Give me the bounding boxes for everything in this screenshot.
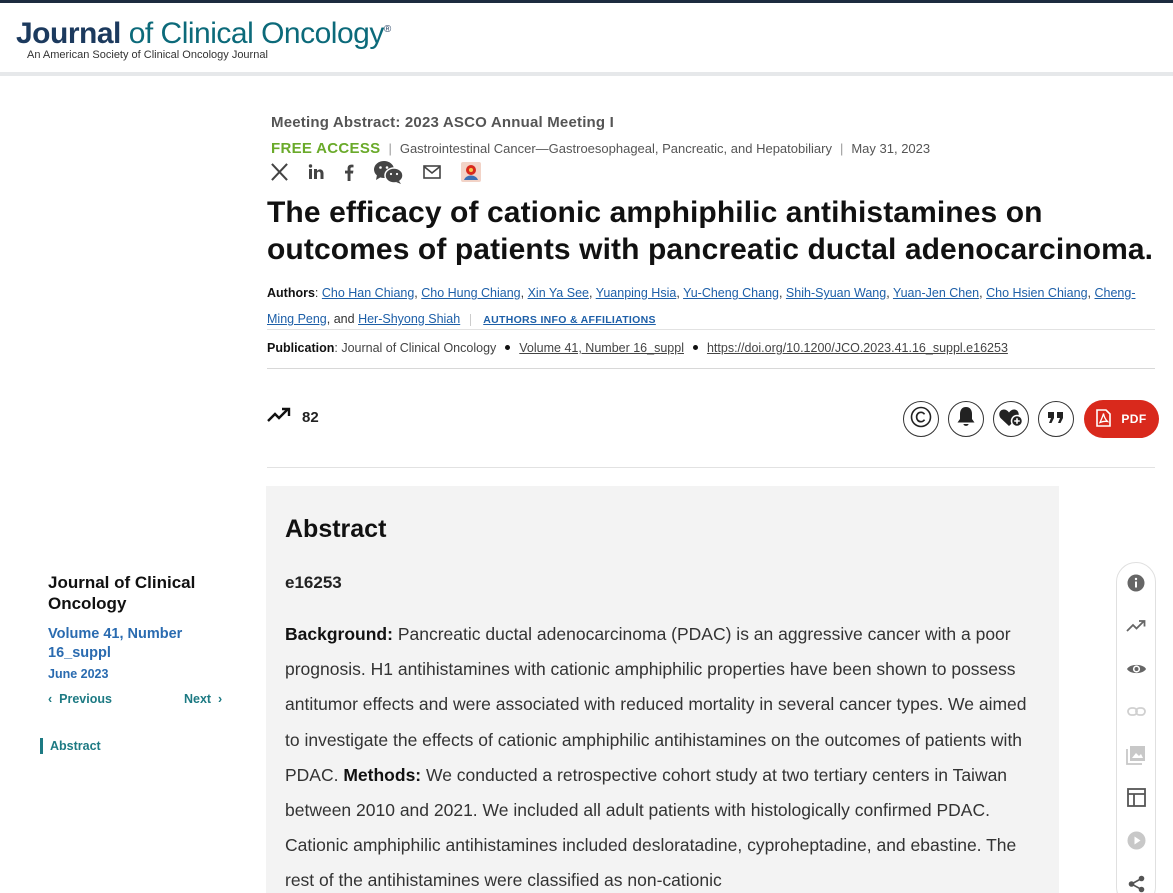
trending-icon [267,407,292,427]
meeting-label: Meeting Abstract: 2023 ASCO Annual Meeting I [271,114,615,131]
author-link[interactable]: Cheng-Ming Peng [267,286,1136,326]
favorite-button[interactable] [993,401,1029,437]
sidebar-journal-title[interactable]: Journal of Clinical Oncology [48,573,196,613]
right-tool-rail [1116,562,1156,893]
author-link[interactable]: Yuanping Hsia [595,286,677,300]
eye-icon[interactable] [1125,658,1147,679]
authors-label: Authors [267,286,315,300]
copyright-button[interactable] [903,401,939,437]
background-label: Background: [285,624,393,644]
facebook-icon[interactable] [344,160,354,184]
next-label: Next [184,692,212,706]
copyright-icon [910,406,932,433]
abstract-body [285,617,1045,893]
sidebar-issue-date: June 2023 [48,667,109,681]
article-category: Gastrointestinal Cancer—Gastroesophageal, Pancreatic, and Hepatobiliary [399,141,832,156]
metric-count: 82 [302,408,319,426]
alert-button[interactable] [948,401,984,437]
divider [267,467,1155,468]
author-link[interactable]: Xin Ya See [527,286,589,300]
logo-registered: ® [383,24,391,35]
article-title: The efficacy of cationic amphiphilic antihistamines on outcomes of patients with pancreatic ductal adenocarcinoma. [267,196,1154,266]
volume-link[interactable]: Volume 41, Number 16_suppl [519,341,684,355]
favorite-add-icon [998,406,1024,433]
article-date: May 31, 2023 [851,141,931,156]
access-row [271,140,930,157]
logo-wordmark [16,13,391,51]
article-metrics[interactable] [267,407,319,427]
pdf-button[interactable] [1084,400,1159,438]
previous-article-link[interactable] [48,692,112,706]
image-icon[interactable] [1125,744,1147,765]
separator: | [839,141,844,156]
publication-info: Publication: Journal of Clinical Oncology Volume 41, Number 16_suppl https://doi.org/10.1200/JCO.2023.41.16_suppl.e16253 [267,341,1008,355]
authors-and: and [333,312,355,326]
chevron-left-icon: ‹ [48,692,53,706]
authors-affiliations-link[interactable]: AUTHORS INFO & AFFILIATIONS [470,314,656,326]
abstract-section [266,486,1059,893]
cite-button[interactable] [1038,401,1074,437]
bullet [505,345,510,350]
author-link[interactable]: Cho Hsien Chiang [986,286,1088,300]
divider [267,368,1155,369]
abstract-code: e16253 [285,573,342,592]
next-article-link[interactable] [184,692,222,706]
author-link[interactable]: Yu-Cheng Chang [683,286,779,300]
table-icon[interactable] [1125,787,1147,808]
mendeley-icon[interactable] [460,160,482,184]
info-icon[interactable] [1125,572,1147,593]
quote-icon [1047,410,1065,429]
author-link[interactable]: Shih-Syuan Wang [785,286,887,300]
abstract-heading: Abstract [285,515,387,543]
divider [267,329,1155,330]
trending-icon[interactable] [1125,615,1147,636]
author-link[interactable]: Cho Hung Chiang [421,286,521,300]
article-tools [903,400,1159,438]
link-icon[interactable] [1125,701,1147,722]
sidebar-item-abstract[interactable]: Abstract [40,738,101,754]
pdf-icon [1096,409,1111,430]
logo-rest-words: of Clinical Oncology [128,17,384,50]
methods-label: Methods: [343,764,422,785]
play-icon[interactable] [1125,830,1147,851]
logo-subtitle: An American Society of Clinical Oncology Journal [27,49,268,61]
chevron-right-icon: › [218,692,223,706]
background-text: Pancreatic ductal adenocarcinoma (PDAC) is an aggressive cancer with a poor prognosis. H1 antihistamines with cationic amphiphilic properties have been shown to possess antitumor effects and were associated with reduced mortality in several cancer types. We aimed to investigate the effects of cationic amphiphilic antihistamines on the outcomes of patients with PDAC. [285,624,1027,785]
bullet [693,345,698,350]
author-link[interactable]: Her-Shyong Shiah [358,312,461,326]
previous-label: Previous [59,692,112,706]
logo-journal-word: Journal [16,17,121,50]
pdf-label: PDF [1121,412,1147,426]
wechat-icon[interactable] [373,160,404,184]
doi-link[interactable]: https://doi.org/10.1200/JCO.2023.41.16_suppl.e16253 [706,341,1008,355]
share-icon[interactable] [1125,873,1147,893]
sidebar-volume-link[interactable]: Volume 41, Number 16_suppl [48,626,183,661]
journal-logo[interactable] [16,13,391,61]
author-link[interactable]: Yuan-Jen Chen [892,286,980,300]
email-icon[interactable] [423,160,441,184]
author-link[interactable]: Cho Han Chiang [321,286,415,300]
publication-name: Journal of Clinical Oncology [341,341,497,355]
site-header [0,3,1173,76]
publication-label: Publication [267,341,335,355]
x-icon[interactable] [270,160,289,184]
free-access-badge: FREE ACCESS [271,140,381,157]
share-bar [270,160,482,184]
methods-text: We conducted a retrospective cohort study at two tertiary centers in Taiwan between 2010 and 2021. We included all adult patients with histologically confirmed PDAC. Cationic amphiphilic antihistamines included desloratadine, cyproheptadine, and ebastine. The rest of the antihistamines were classified as non-cationic [285,764,1017,891]
linkedin-icon[interactable] [308,160,325,184]
separator: | [388,141,392,156]
authors-list: Authors: Cho Han Chiang, Cho Hung Chiang, Xin Ya See, Yuanping Hsia, Yu-Cheng Chang, Shih-Syuan Wang, Yuan-Jen Chen, Cho Hsien Chiang, Cheng-Ming Peng, and Her-Shyong Shiah AUTHORS INFO & AFFILIATIONS [267,286,1136,326]
bell-icon [956,406,976,433]
